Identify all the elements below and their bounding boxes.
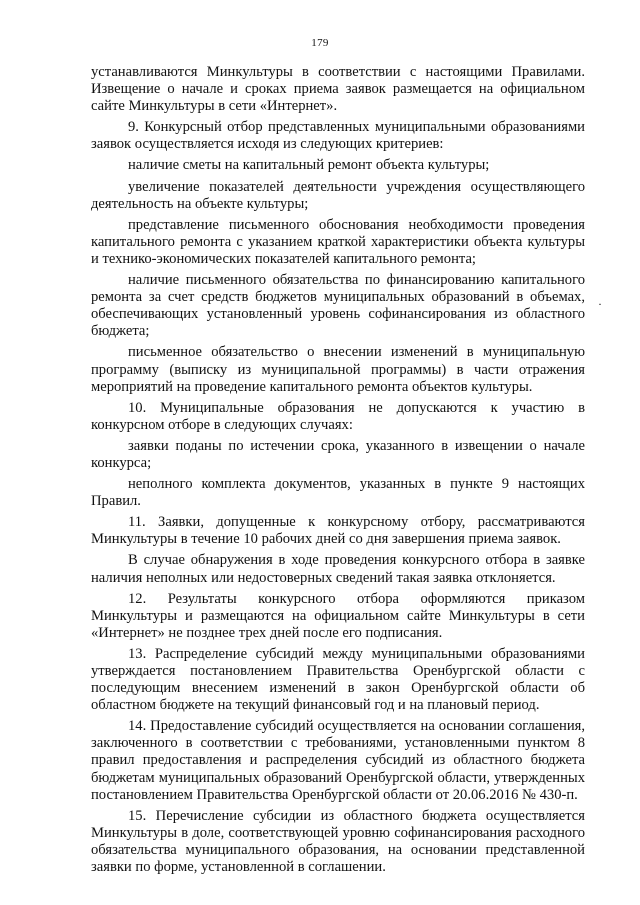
paragraph: 12. Результаты конкурсного отбора оформляются приказом Минкультуры и размещаются на официальном сайте Минкультуры в сети «Интернет» не позднее трех дней после его подписания. (91, 590, 585, 641)
paragraph: 11. Заявки, допущенные к конкурсному отбору, рассматриваются Минкультуры в течение 10 рабочих дней со дня завершения приема заявок. (91, 514, 585, 548)
paragraph: неполного комплекта документов, указанных в пункте 9 настоящих Правил. (91, 476, 585, 510)
paragraph: письменное обязательство о внесении изменений в муниципальную программу (выписку из муниципальной программы) в части отражения мероприятий на проведение капитального ремонта объектов культуры. (91, 344, 585, 395)
paragraph: 14. Предоставление субсидий осуществляется на основании соглашения, заключенного в соответствии с требованиями, установленными пунктом 8 правил предоставления и распределения субсидий из областного бюджета бюджетам муниципальных образований Оренбургской области, утвержденных постановлением Правительства Оренбургской области от 20.06.2016 № 430-п. (91, 718, 585, 803)
paragraph: увеличение показателей деятельности учреждения осуществляющего деятельность на объекте культуры; (91, 178, 585, 212)
paragraph: наличие сметы на капитальный ремонт объекта культуры; (128, 157, 490, 174)
document-body (91, 64, 585, 876)
paragraph: 13. Распределение субсидий между муниципальными образованиями утверждается постановлением Правительства Оренбургской области с последующим внесением изменений в закон Оренбургской области об областном бюджете на текущий финансовый год и на плановый период. (91, 645, 585, 714)
paragraph: 15. Перечисление субсидии из областного бюджета осуществляется Минкультуры в доле, соответствующей уровню софинансирования расходного обязательства муниципального образования, на основании представленной заявки по форме, установленной в соглашении. (91, 807, 585, 876)
paragraph: устанавливаются Минкультуры в соответствии с настоящими Правилами. Извещение о начале и сроках приема заявок размещается на официальном сайте Минкультуры в сети «Интернет». (91, 64, 585, 115)
page-number: 179 (311, 37, 329, 49)
scan-speck: · (598, 297, 602, 311)
paragraph: наличие письменного обязательства по финансированию капитального ремонта за счет средств бюджетов муниципальных образований в объемах, обеспечивающих установленный уровень софинансирования из областного бюджета; (91, 272, 585, 340)
paragraph: В случае обнаружения в ходе проведения конкурсного отбора в заявке наличия неполных или недостоверных сведений такая заявка отклоняется. (91, 552, 585, 586)
paragraph: представление письменного обоснования необходимости проведения капитального ремонта с указанием краткой характеристики объекта культуры и технико-экономических показателей капитального ремонта; (91, 216, 585, 267)
paragraph: заявки поданы по истечении срока, указанного в извещении о начале конкурса; (91, 437, 585, 471)
paragraph: 10. Муниципальные образования не допускаются к участию в конкурсном отборе в следующих случаях: (91, 399, 585, 433)
paragraph: 9. Конкурсный отбор представленных муниципальными образованиями заявок осуществляется исходя из следующих критериев: (91, 119, 585, 153)
